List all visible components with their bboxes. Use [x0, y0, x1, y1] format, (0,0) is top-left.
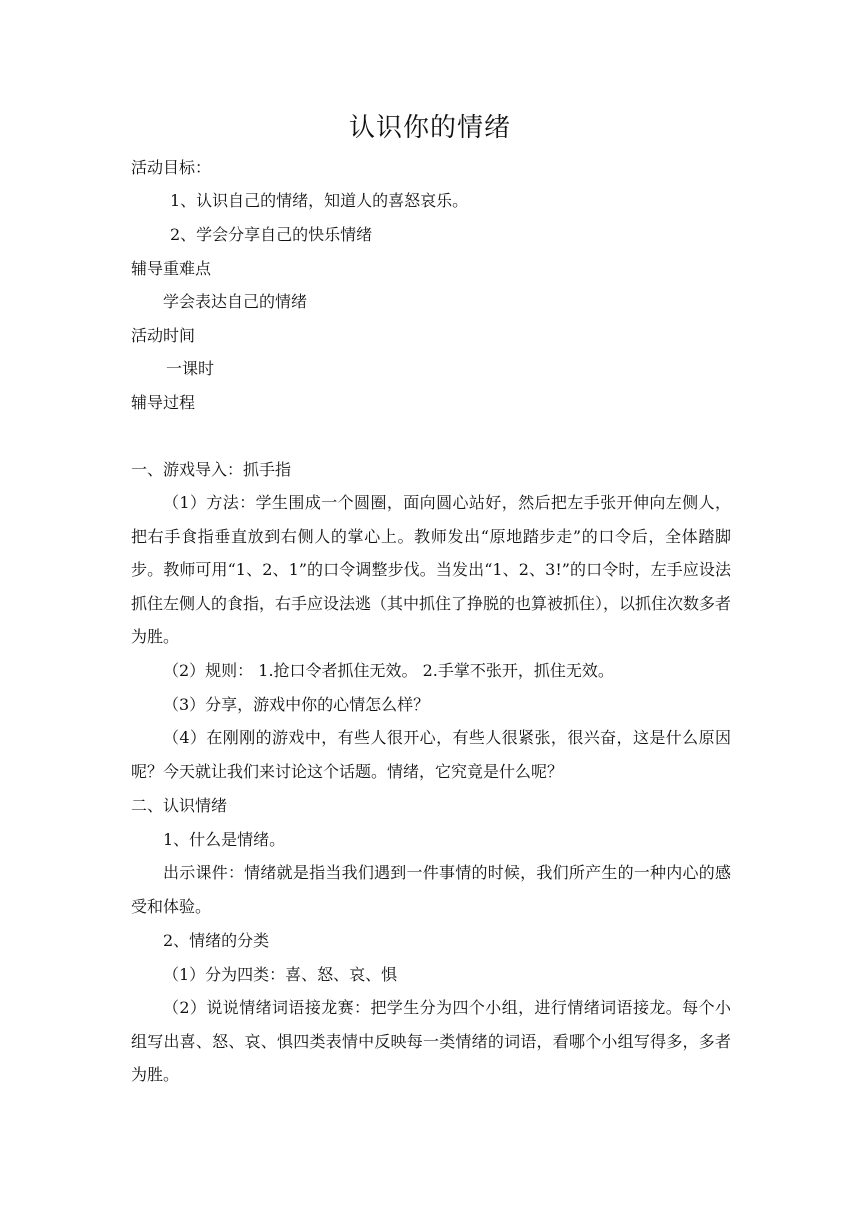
section-1-rules: （2）规则： 1.抢口令者抓住无效。 2.手掌不张开，抓住无效。 — [163, 661, 614, 680]
time-heading: 活动时间 — [131, 326, 196, 345]
section-1-paragraph-discussion: （4）在刚刚的游戏中，有些人很开心，有些人很紧张，很兴奋，这是什么原因呢？今天就让我们来讨论这个话题。情绪，它究竟是什么呢？ — [131, 728, 731, 781]
key-text: 学会表达自己的情绪 — [163, 292, 308, 311]
section-1-paragraph-method: （1）方法：学生围成一个圆圈，面向圆心站好，然后把左手张开伸向左侧人，把右手食指垂直放到右侧人的掌心上。教师发出“原地踏步走”的口令后，全体踏脚步。教师可用“1、2、1”的口令调整步伐。当发出“1、2、3!”的口令时，左手应设法抓住左侧人的食指，右手应设法逃（其中抓住了挣脱的也算被抓住），以抓住次数多者为胜。 — [131, 493, 732, 646]
key-heading: 辅导重难点 — [131, 259, 212, 278]
section-2-heading: 二、认识情绪 — [131, 796, 228, 815]
section-1-share: （3）分享，游戏中你的心情怎么样？ — [163, 695, 430, 714]
goals-heading: 活动目标： — [131, 158, 212, 177]
section-2-item-2: 2、情绪的分类 — [163, 931, 270, 950]
section-2-categories: （1）分为四类：喜、怒、哀、惧 — [163, 965, 398, 984]
section-1-heading: 一、游戏导入：抓手指 — [131, 460, 292, 479]
section-2-paragraph-game: （2）说说情绪词语接龙赛：把学生分为四个小组，进行情绪词语接龙。每个小组写出喜、怒、哀、惧四类表情中反映每一类情绪的词语，看哪个小组写得多，多者为胜。 — [131, 998, 731, 1084]
goal-item-1: 1、认识自己的情绪，知道人的喜怒哀乐。 — [170, 191, 469, 210]
document-title: 认识你的情绪 — [348, 113, 511, 143]
time-text: 一课时 — [166, 359, 215, 378]
process-heading: 辅导过程 — [131, 393, 196, 412]
goal-item-2: 2、学会分享自己的快乐情绪 — [170, 225, 373, 244]
section-2-paragraph-definition: 出示课件：情绪就是指当我们遇到一件事情的时候，我们所产生的一种内心的感受和体验。 — [131, 863, 731, 916]
section-2-item-1: 1、什么是情绪。 — [163, 830, 286, 849]
